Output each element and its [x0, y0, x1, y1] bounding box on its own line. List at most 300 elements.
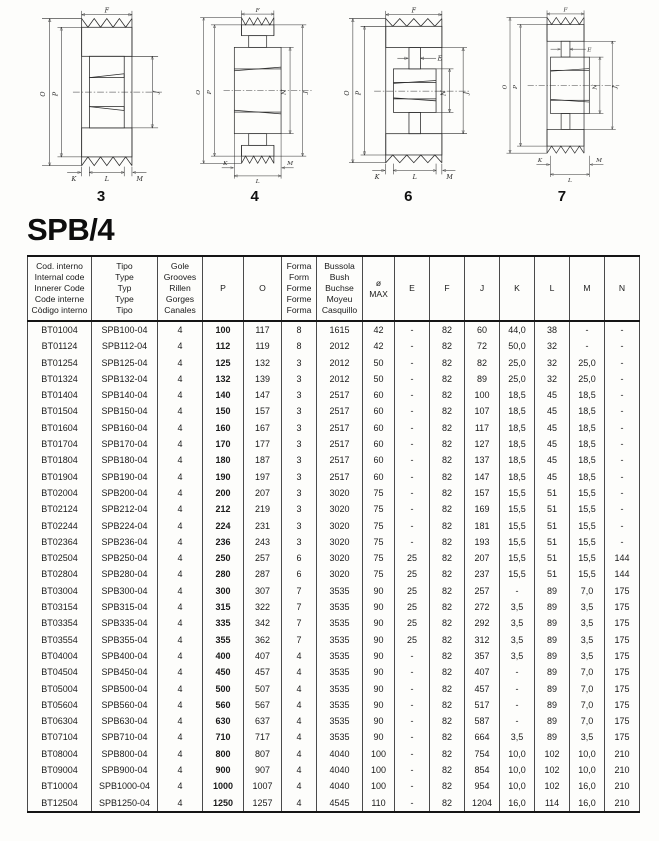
- table-cell: BT03554: [28, 632, 92, 648]
- table-cell: 16,0: [570, 778, 605, 794]
- table-cell: -: [605, 469, 640, 485]
- table-cell: 200: [203, 485, 244, 501]
- table-cell: 800: [203, 746, 244, 762]
- dim-label-l: L: [567, 178, 572, 184]
- table-cell: 4: [158, 420, 203, 436]
- table-cell: 18,5: [570, 420, 605, 436]
- table-cell: 82: [430, 681, 465, 697]
- table-cell: 117: [465, 420, 500, 436]
- table-cell: 89: [535, 664, 570, 680]
- table-cell: 300: [203, 583, 244, 599]
- dim-label-j: J: [302, 91, 309, 94]
- dim-label-p: P: [355, 90, 363, 96]
- table-cell: 60: [363, 452, 395, 468]
- table-cell: 710: [203, 729, 244, 745]
- table-cell: 82: [430, 371, 465, 387]
- table-cell: 175: [605, 729, 640, 745]
- table-cell: 169: [465, 501, 500, 517]
- table-cell: 3535: [317, 664, 363, 680]
- column-header-o-max: ø MAX: [363, 256, 395, 321]
- table-cell: 280: [203, 566, 244, 582]
- table-cell: 3: [282, 469, 317, 485]
- table-cell: 25: [395, 550, 430, 566]
- table-cell: 100: [203, 321, 244, 338]
- table-cell: 51: [535, 534, 570, 550]
- table-cell: 4: [158, 566, 203, 582]
- table-cell: 807: [244, 746, 282, 762]
- table-row: [28, 762, 640, 778]
- table-cell: 315: [203, 599, 244, 615]
- table-cell: BT12504: [28, 795, 92, 812]
- table-cell: -: [605, 452, 640, 468]
- table-cell: 89: [535, 697, 570, 713]
- table-cell: 175: [605, 713, 640, 729]
- table-cell: BT01324: [28, 371, 92, 387]
- pulley-form-3-drawing: [26, 6, 176, 206]
- table-cell: 82: [430, 485, 465, 501]
- table-cell: 82: [430, 713, 465, 729]
- table-cell: 140: [203, 387, 244, 403]
- table-cell: 4: [282, 778, 317, 794]
- table-cell: 8: [282, 321, 317, 338]
- table-cell: 2517: [317, 436, 363, 452]
- table-cell: SPB315-04: [92, 599, 158, 615]
- table-cell: 90: [363, 681, 395, 697]
- column-header-n: N: [605, 256, 640, 321]
- table-cell: 637: [244, 713, 282, 729]
- table-cell: 362: [244, 632, 282, 648]
- table-row: [28, 452, 640, 468]
- table-cell: 82: [430, 338, 465, 354]
- table-cell: -: [395, 403, 430, 419]
- table-cell: SPB236-04: [92, 534, 158, 550]
- table-cell: 3: [282, 436, 317, 452]
- table-row: [28, 469, 640, 485]
- dim-label-k: K: [71, 176, 77, 184]
- table-cell: 1250: [203, 795, 244, 812]
- column-header-e: E: [395, 256, 430, 321]
- table-cell: 664: [465, 729, 500, 745]
- table-cell: SPB112-04: [92, 338, 158, 354]
- column-header-gole: Gole Grooves Rillen Gorges Canales: [158, 256, 203, 321]
- table-cell: 450: [203, 664, 244, 680]
- table-cell: 4: [158, 599, 203, 615]
- table-cell: 181: [465, 518, 500, 534]
- table-cell: 4: [158, 501, 203, 517]
- table-cell: 292: [465, 615, 500, 631]
- table-cell: BT02504: [28, 550, 92, 566]
- table-cell: -: [395, 664, 430, 680]
- table-cell: -: [500, 664, 535, 680]
- dim-label-n: N: [592, 84, 599, 90]
- table-cell: 1204: [465, 795, 500, 812]
- table-cell: 10,0: [500, 778, 535, 794]
- table-cell: -: [570, 321, 605, 338]
- table-cell: 2517: [317, 469, 363, 485]
- table-row: [28, 501, 640, 517]
- table-cell: 355: [203, 632, 244, 648]
- table-cell: 89: [535, 615, 570, 631]
- table-cell: SPB710-04: [92, 729, 158, 745]
- table-cell: 139: [244, 371, 282, 387]
- table-cell: 82: [430, 615, 465, 631]
- table-cell: 15,5: [500, 534, 535, 550]
- table-cell: 60: [465, 321, 500, 338]
- table-cell: 4: [158, 664, 203, 680]
- table-cell: -: [605, 436, 640, 452]
- table-cell: 6: [282, 566, 317, 582]
- dim-label-k: K: [537, 157, 543, 164]
- table-cell: 7: [282, 583, 317, 599]
- table-cell: 82: [430, 648, 465, 664]
- table-row: [28, 713, 640, 729]
- table-cell: 102: [535, 746, 570, 762]
- table-cell: 10,0: [570, 762, 605, 778]
- table-cell: 1000: [203, 778, 244, 794]
- technical-drawings-row: [0, 0, 659, 205]
- dim-label-o: O: [195, 89, 202, 95]
- table-cell: 114: [535, 795, 570, 812]
- pulley-form-6-icon: [333, 6, 483, 184]
- table-cell: SPB300-04: [92, 583, 158, 599]
- table-cell: 75: [363, 501, 395, 517]
- table-cell: 3,5: [570, 729, 605, 745]
- table-cell: 457: [465, 681, 500, 697]
- table-cell: 457: [244, 664, 282, 680]
- table-cell: 90: [363, 713, 395, 729]
- table-cell: -: [500, 713, 535, 729]
- pulley-form-4-drawing: [180, 6, 330, 206]
- table-cell: 7,0: [570, 713, 605, 729]
- table-cell: 4040: [317, 746, 363, 762]
- table-cell: 170: [203, 436, 244, 452]
- table-cell: 4: [158, 632, 203, 648]
- table-body: [28, 321, 640, 812]
- table-cell: 3535: [317, 713, 363, 729]
- table-cell: SPB170-04: [92, 436, 158, 452]
- table-cell: SPB132-04: [92, 371, 158, 387]
- table-cell: 4: [158, 746, 203, 762]
- table-row: [28, 518, 640, 534]
- table-cell: 3: [282, 387, 317, 403]
- table-cell: 18,5: [500, 469, 535, 485]
- table-cell: 4: [158, 713, 203, 729]
- table-cell: 15,5: [500, 485, 535, 501]
- table-cell: 7: [282, 599, 317, 615]
- table-cell: 82: [430, 566, 465, 582]
- pulley-body: [223, 18, 311, 164]
- dim-label-k: K: [375, 174, 380, 182]
- table-cell: BT03354: [28, 615, 92, 631]
- table-cell: -: [395, 371, 430, 387]
- table-cell: -: [605, 501, 640, 517]
- form-number-caption: 4: [250, 188, 259, 205]
- table-cell: 82: [430, 729, 465, 745]
- pulley-form-3-icon: [26, 6, 176, 184]
- table-cell: 342: [244, 615, 282, 631]
- table-cell: SPB800-04: [92, 746, 158, 762]
- table-cell: 1007: [244, 778, 282, 794]
- table-cell: 45: [535, 452, 570, 468]
- table-cell: -: [395, 420, 430, 436]
- table-cell: 560: [203, 697, 244, 713]
- table-cell: -: [395, 485, 430, 501]
- table-cell: 90: [363, 697, 395, 713]
- table-cell: 160: [203, 420, 244, 436]
- table-cell: 82: [430, 795, 465, 812]
- table-cell: BT01124: [28, 338, 92, 354]
- table-cell: 51: [535, 485, 570, 501]
- table-cell: 717: [244, 729, 282, 745]
- table-cell: 197: [244, 469, 282, 485]
- table-row: [28, 420, 640, 436]
- table-cell: 3535: [317, 599, 363, 615]
- table-cell: 587: [465, 713, 500, 729]
- table-cell: 4: [158, 436, 203, 452]
- table-cell: -: [605, 485, 640, 501]
- table-row: [28, 746, 640, 762]
- table-cell: -: [605, 355, 640, 371]
- table-cell: 287: [244, 566, 282, 582]
- table-cell: 210: [605, 778, 640, 794]
- table-cell: 100: [465, 387, 500, 403]
- table-cell: 45: [535, 420, 570, 436]
- table-cell: 50: [363, 371, 395, 387]
- table-cell: 4: [282, 664, 317, 680]
- table-cell: SPB125-04: [92, 355, 158, 371]
- table-row: [28, 729, 640, 745]
- table-cell: 175: [605, 632, 640, 648]
- table-cell: -: [500, 697, 535, 713]
- table-cell: -: [395, 762, 430, 778]
- table-cell: 75: [363, 550, 395, 566]
- dim-label-n: N: [441, 90, 449, 96]
- table-row: [28, 648, 640, 664]
- table-cell: 89: [535, 648, 570, 664]
- table-cell: 15,5: [500, 566, 535, 582]
- table-cell: 125: [203, 355, 244, 371]
- table-cell: 6: [282, 550, 317, 566]
- table-cell: 3535: [317, 632, 363, 648]
- table-cell: -: [605, 403, 640, 419]
- table-cell: 82: [430, 469, 465, 485]
- table-cell: 15,5: [570, 534, 605, 550]
- table-cell: 18,5: [570, 436, 605, 452]
- table-cell: 4: [158, 795, 203, 812]
- table-row: [28, 355, 640, 371]
- column-header-f: F: [430, 256, 465, 321]
- table-cell: 507: [244, 681, 282, 697]
- table-cell: SPB280-04: [92, 566, 158, 582]
- table-cell: 175: [605, 615, 640, 631]
- table-cell: 231: [244, 518, 282, 534]
- table-cell: -: [500, 681, 535, 697]
- table-cell: 237: [465, 566, 500, 582]
- table-cell: -: [395, 697, 430, 713]
- column-header-tipo: Tipo Type Typ Type Tipo: [92, 256, 158, 321]
- table-cell: 4: [158, 403, 203, 419]
- table-cell: 18,5: [500, 387, 535, 403]
- table-cell: -: [500, 583, 535, 599]
- table-cell: SPB1250-04: [92, 795, 158, 812]
- table-cell: BT07104: [28, 729, 92, 745]
- table-cell: 82: [430, 420, 465, 436]
- table-cell: 18,5: [500, 452, 535, 468]
- table-cell: 854: [465, 762, 500, 778]
- column-header-cod-interno: Cod. interno Internal code Innerer Code Code interne Còdigo interno: [28, 256, 92, 321]
- table-cell: 157: [244, 403, 282, 419]
- table-cell: 4: [158, 729, 203, 745]
- table-cell: 3,5: [500, 729, 535, 745]
- table-cell: 4: [158, 583, 203, 599]
- table-cell: -: [395, 778, 430, 794]
- table-cell: SPB212-04: [92, 501, 158, 517]
- table-cell: 257: [465, 583, 500, 599]
- table-cell: 10,0: [570, 746, 605, 762]
- table-cell: 75: [363, 566, 395, 582]
- table-cell: 51: [535, 518, 570, 534]
- table-cell: 236: [203, 534, 244, 550]
- table-cell: 82: [430, 403, 465, 419]
- dim-label-l: L: [104, 176, 109, 184]
- table-cell: 3,5: [500, 615, 535, 631]
- table-cell: BT04504: [28, 664, 92, 680]
- table-cell: SPB140-04: [92, 387, 158, 403]
- table-cell: 3: [282, 420, 317, 436]
- table-cell: 10,0: [500, 762, 535, 778]
- dim-label-f: F: [563, 7, 568, 14]
- table-cell: 25: [395, 599, 430, 615]
- table-row: [28, 599, 640, 615]
- table-cell: 175: [605, 681, 640, 697]
- table-cell: 3: [282, 355, 317, 371]
- table-row: [28, 550, 640, 566]
- table-cell: 107: [465, 403, 500, 419]
- table-cell: BT06304: [28, 713, 92, 729]
- table-cell: 4: [282, 697, 317, 713]
- table-cell: 1257: [244, 795, 282, 812]
- table-cell: 1615: [317, 321, 363, 338]
- table-cell: -: [605, 518, 640, 534]
- table-cell: 32: [535, 355, 570, 371]
- dim-label-o: O: [39, 91, 47, 97]
- dim-label-k: K: [222, 161, 228, 168]
- table-cell: BT01404: [28, 387, 92, 403]
- table-cell: 45: [535, 436, 570, 452]
- table-cell: 312: [465, 632, 500, 648]
- table-cell: 51: [535, 501, 570, 517]
- table-cell: 3,5: [570, 648, 605, 664]
- table-cell: 3,5: [570, 615, 605, 631]
- table-cell: 3535: [317, 648, 363, 664]
- table-cell: 177: [244, 436, 282, 452]
- table-cell: 18,5: [500, 436, 535, 452]
- dim-label-p: P: [513, 85, 520, 89]
- table-cell: 82: [430, 452, 465, 468]
- table-cell: 50,0: [500, 338, 535, 354]
- table-cell: 89: [535, 713, 570, 729]
- column-header-k: K: [500, 256, 535, 321]
- table-cell: -: [605, 371, 640, 387]
- table-cell: 907: [244, 762, 282, 778]
- table-cell: 400: [203, 648, 244, 664]
- table-cell: 4: [158, 518, 203, 534]
- table-cell: 82: [430, 355, 465, 371]
- table-cell: 42: [363, 338, 395, 354]
- table-cell: 3020: [317, 550, 363, 566]
- table-cell: 4545: [317, 795, 363, 812]
- dim-label-m: M: [286, 161, 293, 168]
- table-cell: 25,0: [500, 371, 535, 387]
- table-cell: 175: [605, 648, 640, 664]
- table-cell: 335: [203, 615, 244, 631]
- table-cell: SPB100-04: [92, 321, 158, 338]
- table-cell: 257: [244, 550, 282, 566]
- dim-label-p: P: [52, 91, 60, 97]
- table-cell: BT03004: [28, 583, 92, 599]
- table-cell: 4: [158, 697, 203, 713]
- table-cell: 8: [282, 338, 317, 354]
- table-cell: 3: [282, 485, 317, 501]
- table-cell: 180: [203, 452, 244, 468]
- dim-label-f: F: [104, 7, 109, 15]
- table-cell: 307: [244, 583, 282, 599]
- dim-label-e: E: [587, 47, 592, 54]
- table-cell: SPB500-04: [92, 681, 158, 697]
- table-cell: -: [605, 321, 640, 338]
- table-row: [28, 566, 640, 582]
- header-row: [28, 256, 640, 321]
- table-cell: 60: [363, 420, 395, 436]
- table-cell: 500: [203, 681, 244, 697]
- table-cell: 2517: [317, 387, 363, 403]
- table-cell: SPB355-04: [92, 632, 158, 648]
- table-cell: 2517: [317, 452, 363, 468]
- table-cell: 144: [605, 550, 640, 566]
- column-header-m: M: [570, 256, 605, 321]
- table-cell: 7,0: [570, 583, 605, 599]
- table-cell: -: [395, 795, 430, 812]
- table-cell: 212: [203, 501, 244, 517]
- table-cell: BT02004: [28, 485, 92, 501]
- table-row: [28, 632, 640, 648]
- table-cell: BT01504: [28, 403, 92, 419]
- table-cell: SPB180-04: [92, 452, 158, 468]
- table-cell: BT02364: [28, 534, 92, 550]
- table-cell: 15,5: [500, 501, 535, 517]
- column-header-bussola: Bussola Bush Buchse Moyeu Casquillo: [317, 256, 363, 321]
- table-row: [28, 485, 640, 501]
- table-cell: 100: [363, 746, 395, 762]
- table-cell: 72: [465, 338, 500, 354]
- dim-label-j: J: [463, 91, 471, 95]
- table-cell: BT09004: [28, 762, 92, 778]
- table-cell: 407: [465, 664, 500, 680]
- table-cell: 7,0: [570, 664, 605, 680]
- table-cell: 25: [395, 632, 430, 648]
- table-cell: 100: [363, 778, 395, 794]
- table-cell: 25,0: [500, 355, 535, 371]
- table-cell: 3: [282, 371, 317, 387]
- table-cell: 250: [203, 550, 244, 566]
- table-cell: BT01254: [28, 355, 92, 371]
- table-cell: 90: [363, 632, 395, 648]
- table-cell: 3020: [317, 485, 363, 501]
- form-number-caption: 7: [557, 188, 567, 205]
- table-row: [28, 615, 640, 631]
- table-cell: 3535: [317, 615, 363, 631]
- pulley-form-7-icon: [487, 6, 637, 184]
